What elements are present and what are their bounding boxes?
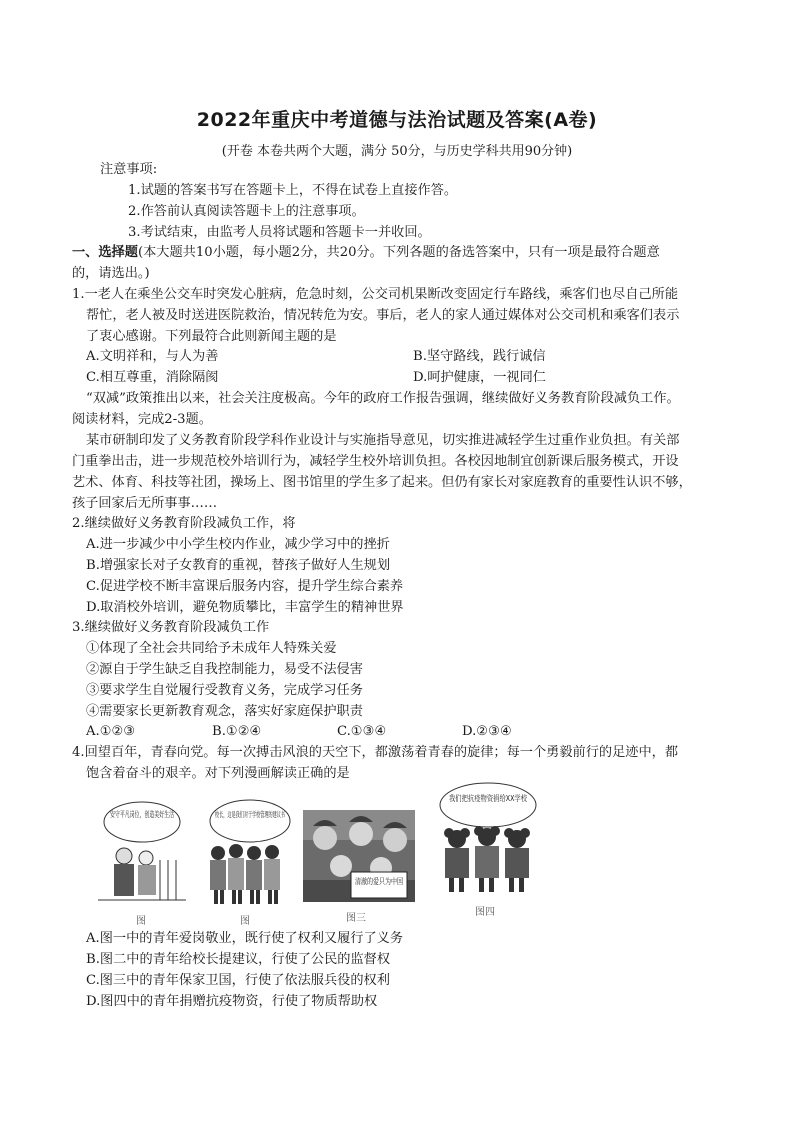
q3-option-c: C.①③④ xyxy=(337,724,387,739)
cartoon-1-image xyxy=(98,800,214,910)
q4-stem-line: 4.回望百年，青春向党。每一次搏击风浪的天空下，都激荡着青春的旋律；每一个勇毅前行的足迹中，都 xyxy=(72,745,679,760)
q4-option-b: B.图二中的青年给校长提建议，行使了公民的监督权 xyxy=(86,952,391,967)
notice-heading: 注意事项: xyxy=(100,162,158,177)
notice-item: 3.考试结束，由监考人员将试题和答题卡一并收回。 xyxy=(128,225,431,240)
cartoon-4-caption: 图四 xyxy=(475,907,495,918)
cartoon-3-caption: 图三 xyxy=(346,913,366,924)
q4-option-d: D.图四中的青年捐赠抗疫物资，行使了物质帮助权 xyxy=(86,994,378,1009)
notice-item: 1.试题的答案书写在答题卡上，不得在试卷上直接作答。 xyxy=(128,183,458,198)
cartoon-3-image xyxy=(303,810,419,902)
cartoon-4-bubble: 我们把抗疫物资捐给XX学校 xyxy=(449,794,548,803)
q2-stem: 2.继续做好义务教育阶段减负工作，将 xyxy=(72,516,296,531)
q3-option-b: B.①②④ xyxy=(212,724,262,739)
q1-option-b: B.坚守路线，践行诚信 xyxy=(413,349,546,364)
q2-option-b: B.增强家长对子女教育的重视，替孩子做好人生规划 xyxy=(86,558,391,573)
q3-item: ④需要家长更新教育观念，落实好家庭保护职责 xyxy=(86,704,363,719)
q3-stem: 3.继续做好义务教育阶段减负工作 xyxy=(72,620,270,635)
q1-option-d: D.呵护健康，一视同仁 xyxy=(413,370,546,385)
q1-option-a: A.文明祥和，与人为善 xyxy=(86,349,219,364)
cartoon-2-caption: 图 xyxy=(240,916,250,927)
q1-option-c: C.相互尊重，消除隔阂 xyxy=(86,370,219,385)
q2-option-c: C.促进学校不断丰富课后服务内容，提升学生综合素养 xyxy=(86,579,404,594)
page-title: 2022年重庆中考道德与法治试题及答案(A卷) xyxy=(196,109,598,131)
q3-option-d: D.②③④ xyxy=(462,724,512,739)
material-line: 孩子回家后无所事事…… xyxy=(72,496,218,511)
page-subtitle: (开卷 本卷共两个大题，满分 50分，与历史学科共用90分钟) xyxy=(221,144,573,159)
q3-item: ①体现了全社会共同给予未成年人特殊关爱 xyxy=(86,641,337,656)
cartoon-3-bubble: 清澈的爱只为中国 xyxy=(355,877,419,886)
section-description: (本大题共10小题，每小题2分，共20分。下列各题的备选答案中，只有一项是最符合题意 xyxy=(137,245,660,260)
cartoon-1-caption: 图 xyxy=(136,916,146,927)
q1-stem-line: 1.一老人在乘坐公交车时突发心脏病，危急时刻，公交司机果断改变固定行车路线，乘客们也尽自己所能 xyxy=(72,287,679,302)
q4-stem-line: 饱含着奋斗的艰辛。对下列漫画解读正确的是 xyxy=(86,766,350,781)
cartoon-4-image xyxy=(435,781,548,901)
material-line: 门重拳出击，进一步规范校外培训行为，减轻学生校外培训负担。各校因地制宜创新课后服务模式，开设 xyxy=(72,454,679,469)
section-description-cont: 的，请选出。) xyxy=(72,266,150,281)
q4-option-c: C.图三中的青年保家卫国，行使了依法服兵役的权利 xyxy=(86,973,390,988)
q1-stem-line: 了衷心感谢。下列最符合此则新闻主题的是 xyxy=(86,329,337,344)
cartoon-1-bubble: 安守平凡岗位，创造美好生活 xyxy=(110,810,214,819)
q2-option-a: A.进一步减少中小学生校内作业，减少学习中的挫折 xyxy=(86,537,390,552)
notice-item: 2.作答前认真阅读答题卡上的注意事项。 xyxy=(128,204,365,219)
q4-option-a: A.图一中的青年爱岗敬业，既行使了权利又履行了义务 xyxy=(86,931,404,946)
section-label: 一、选择题 xyxy=(72,245,138,260)
material-line: 某市研制印发了义务教育阶段学科作业设计与实施指导意见，切实推进减轻学生过重作业负担。有关部 xyxy=(86,433,680,448)
cartoon-2-bubble: 校长，这是我们对于学校管理的建议书 xyxy=(215,810,343,819)
q3-option-a: A.①②③ xyxy=(86,724,136,739)
q2-option-d: D.取消校外培训，避免物质攀比，丰富学生的精神世界 xyxy=(86,600,404,615)
cartoon-2-image xyxy=(200,797,343,909)
q1-stem-line: 帮忙，老人被及时送进医院救治，情况转危为安。事后，老人的家人通过媒体对公交司机和乘客们表示 xyxy=(86,308,680,323)
section-heading xyxy=(72,243,660,263)
material-line: “双减”政策推出以来，社会关注度极高。今年的政府工作报告强调，继续做好义务教育阶段减负工作。 xyxy=(86,391,680,406)
material-line: 艺术、体育、科技等社团，操场上、图书馆里的学生多了起来。但仍有家长对家庭教育的重要性认识不够， xyxy=(72,475,692,490)
q3-item: ②源自于学生缺乏自我控制能力，易受不法侵害 xyxy=(86,662,363,677)
q3-item: ③要求学生自觉履行受教育义务，完成学习任务 xyxy=(86,683,363,698)
material-line: 阅读材料，完成2-3题。 xyxy=(72,412,212,427)
